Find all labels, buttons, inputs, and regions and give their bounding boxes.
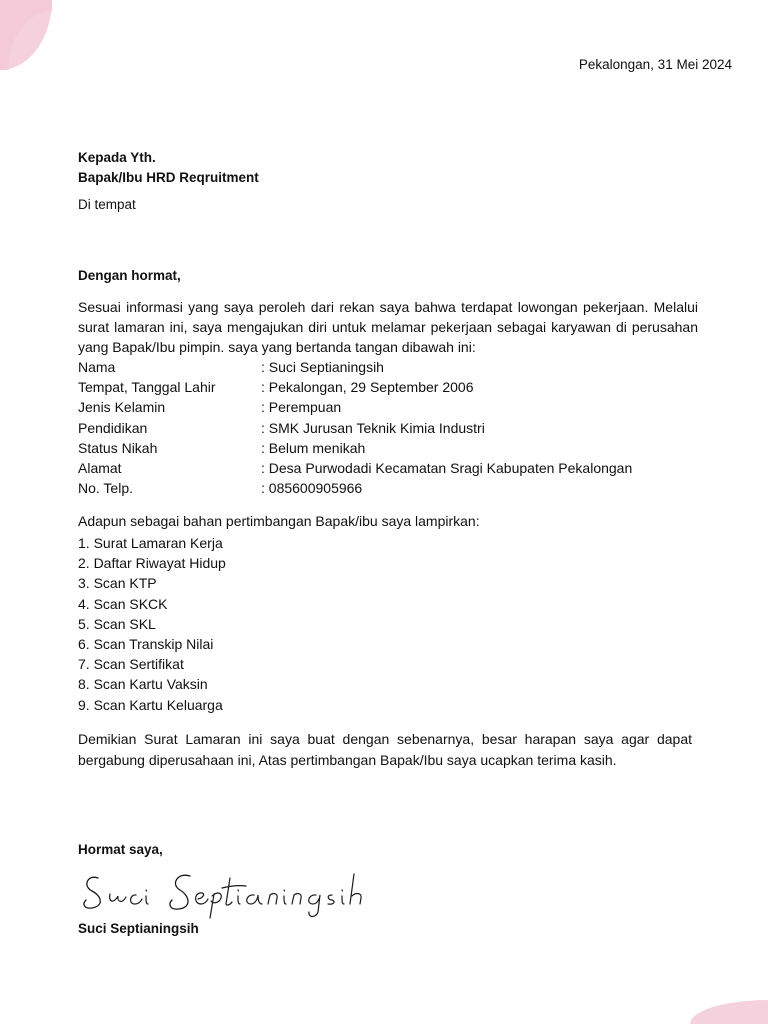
greeting: Dengan hormat, (78, 268, 181, 283)
info-value: : Desa Purwodadi Kecamatan Sragi Kabupaten Pekalongan (261, 459, 633, 476)
attachment-item: 9. Scan Kartu Keluarga (78, 696, 223, 713)
info-value: : SMK Jurusan Teknik Kimia Industri (261, 419, 485, 436)
attachment-item: 7. Scan Sertifikat (78, 656, 184, 673)
letter-date: Pekalongan, 31 Mei 2024 (578, 57, 732, 72)
applicant-info-table (78, 357, 632, 498)
info-label: Nama (78, 359, 116, 375)
info-row (78, 438, 632, 458)
info-value: : 085600905966 (261, 480, 363, 497)
recipient-line-2: Bapak/Ibu HRD Reqruitment (78, 170, 259, 185)
attachment-item: 2. Daftar Riwayat Hidup (78, 555, 226, 572)
info-row (78, 478, 632, 498)
attachment-item: 5. Scan SKL (78, 615, 156, 632)
attachment-item: 6. Scan Transkip Nilai (78, 635, 214, 652)
recipient-line-1: Kepada Yth. (78, 150, 156, 165)
info-value: : Belum menikah (261, 439, 366, 456)
attachment-item: 1. Surat Lamaran Kerja (78, 535, 223, 551)
info-row (78, 397, 632, 417)
attachments-list (78, 533, 226, 715)
regards: Hormat saya, (78, 842, 163, 857)
handwritten-signature (80, 864, 380, 920)
info-row (78, 357, 632, 377)
info-label: Alamat (78, 459, 122, 476)
attachment-item: 4. Scan SKCK (78, 595, 168, 612)
attachment-item: 3. Scan KTP (78, 575, 157, 592)
attachment-item: 8. Scan Kartu Vaksin (78, 676, 208, 693)
signer-name: Suci Septianingsih (78, 921, 199, 936)
info-label: Status Nikah (78, 439, 158, 456)
info-value: : Suci Septianingsih (261, 359, 384, 375)
info-label: Jenis Kelamin (78, 399, 166, 416)
info-value: : Pekalongan, 29 September 2006 (261, 379, 474, 396)
recipient-place: Di tempat (78, 197, 136, 212)
info-label: Pendidikan (78, 419, 148, 436)
recipient-block (78, 148, 259, 188)
info-value: : Perempuan (261, 399, 342, 416)
attachments-intro: Adapun sebagai bahan pertimbangan Bapak/ibu saya lampirkan: (78, 513, 480, 529)
closing-paragraph: Demikian Surat Lamaran ini saya buat dengan sebenarnya, besar harapan saya agar dapat bergabung diperusahaan ini, Atas pertimbangan Bapak/Ibu saya ucapkan terima kasih. (78, 731, 692, 768)
intro-paragraph: Sesuai informasi yang saya peroleh dari rekan saya bahwa terdapat lowongan pekerjaan. Melalui surat lamaran ini, saya mengajukan diri untuk melamar pekerjaan sebagai karyawan di perusahan yang Bapak/Ibu pimpin. saya yang bertanda tangan dibawah ini: (78, 299, 698, 355)
info-row (78, 418, 632, 438)
info-label: No. Telp. (78, 480, 133, 497)
info-row (78, 458, 632, 478)
info-label: Tempat, Tanggal Lahir (78, 379, 216, 396)
info-row (78, 377, 632, 397)
